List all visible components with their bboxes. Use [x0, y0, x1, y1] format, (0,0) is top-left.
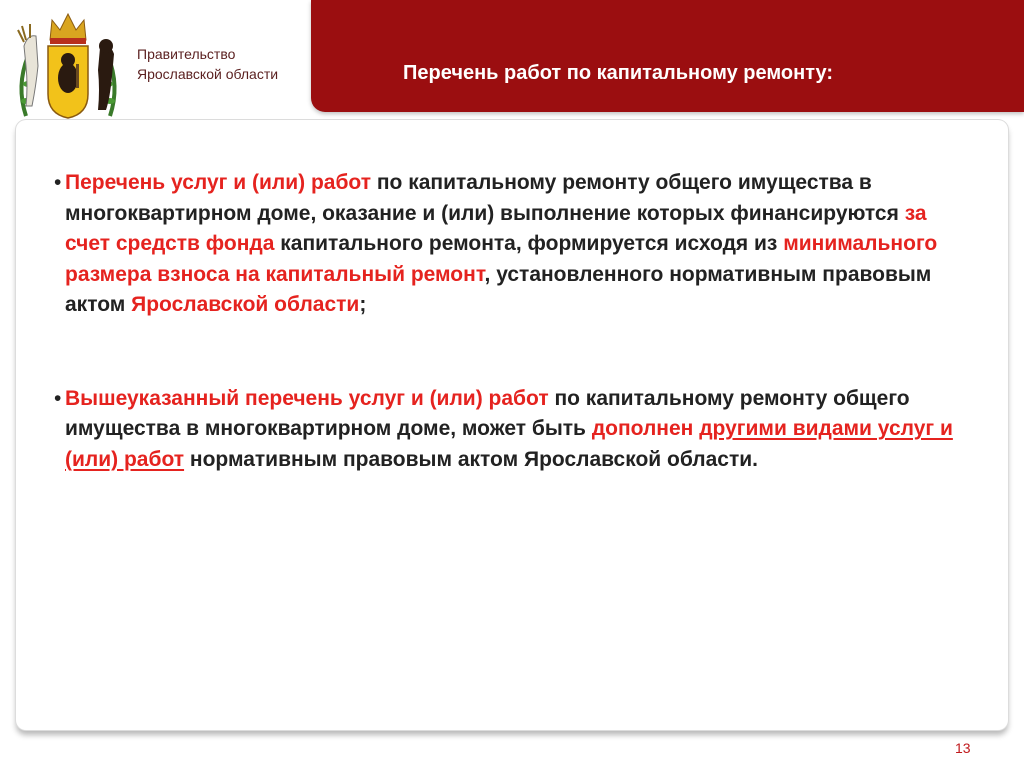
slide-title: Перечень работ по капитальному ремонту: — [403, 62, 834, 84]
bullet-marker: • — [54, 171, 62, 194]
bullet-1-segment-3: за счет средств фонда — [65, 201, 927, 255]
organization-name — [137, 44, 278, 84]
bullet-1-segment-2: по капитальному ремонту общего имущества в многоквартирном доме, оказание и (или) выполнение которых финансируются — [65, 171, 905, 225]
bullet-1-segment-7: Ярославской области — [131, 293, 360, 316]
org-line-1: Правительство — [137, 46, 236, 62]
bullet-item-2 — [46, 384, 966, 476]
bullet-2-segment-5-underlined: другими видами услуг и (или) работ — [65, 417, 953, 471]
bullet-2-segment-2: по капитальному ремонту общего имущества в многоквартирном доме, может быть — [65, 386, 910, 440]
bullet-list — [46, 168, 966, 475]
bullet-2-segment-1: Вышеуказанный перечень услуг и (или) работ — [65, 386, 549, 410]
bullet-2-segment-6: нормативным правовым актом Ярославской области. — [184, 447, 759, 471]
bullet-1-segment-6: , установленного нормативным правовым актом — [65, 262, 932, 316]
bullet-1-segment-4: капитального ремонта, формируется исходя из — [274, 232, 784, 255]
bullet-1-segment-8: ; — [359, 293, 367, 316]
bullet-item-1 — [46, 168, 966, 321]
bullet-1-segment-1: Перечень услуг и (или) работ — [65, 171, 372, 194]
bullet-2-segment-3: дополнен — [591, 417, 694, 440]
bullet-1-segment-5: минимального размера взноса на капитальный ремонт — [65, 232, 938, 286]
header-bar — [311, 0, 1024, 112]
coat-of-arms-logo — [6, 6, 130, 128]
org-line-2: Ярославской области — [137, 66, 279, 82]
bullet-marker: • — [54, 386, 62, 410]
page-number: 13 — [955, 740, 971, 756]
